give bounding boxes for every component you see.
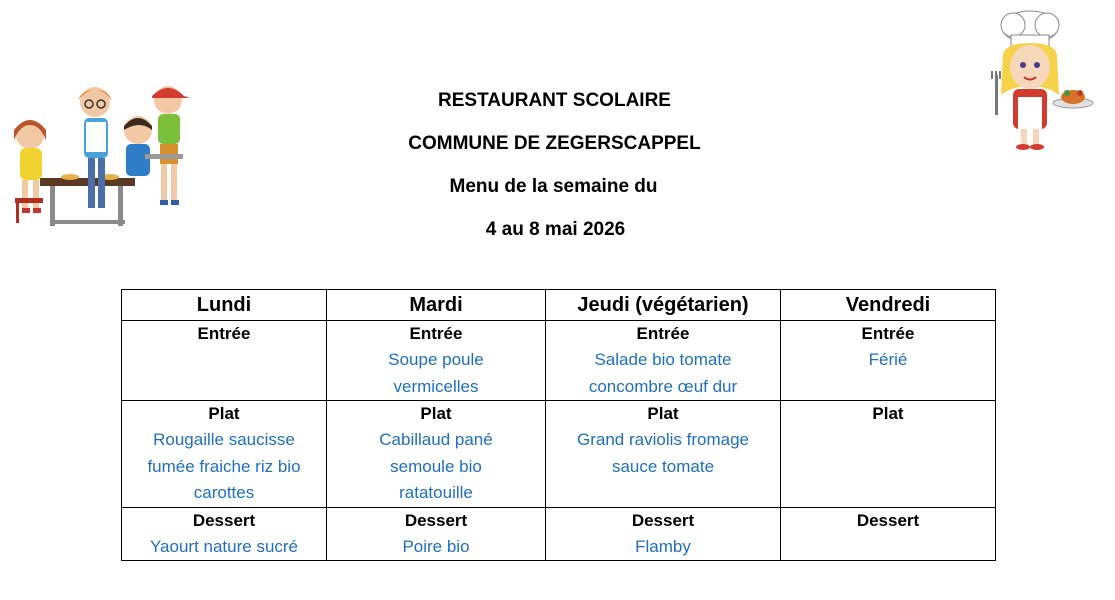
dish-text: fumée fraiche riz bio xyxy=(147,456,301,476)
menu-cell-jeudi xyxy=(546,507,781,561)
menu-cell-mardi xyxy=(327,507,546,561)
menu-cell-lundi xyxy=(122,321,327,401)
dish-text: Soupe poule xyxy=(388,350,484,369)
day-header-jeudi: Jeudi (végétarien) xyxy=(546,290,781,321)
menu-week-label: Menu de la semaine du xyxy=(449,176,658,197)
menu-row xyxy=(122,321,996,401)
menu-cell-vendredi xyxy=(781,321,996,401)
dish-text: semoule bio xyxy=(390,456,482,476)
course-label: Entrée xyxy=(409,324,463,343)
menu-cell-jeudi xyxy=(546,401,781,508)
menu-date-range: 4 au 8 mai 2026 xyxy=(485,219,626,240)
menu-cell-mardi xyxy=(327,321,546,401)
restaurant-title: RESTAURANT SCOLAIRE xyxy=(438,90,671,111)
day-header-vendredi: Vendredi xyxy=(781,290,996,321)
day-header-mardi: Mardi xyxy=(327,290,546,321)
course-label: Plat xyxy=(647,404,679,423)
dish-text: Férié xyxy=(868,350,908,369)
menu-cell-lundi xyxy=(122,401,327,508)
menu-cell-vendredi xyxy=(781,401,996,508)
menu-cell-jeudi xyxy=(546,321,781,401)
course-label: Dessert xyxy=(856,510,920,530)
menu-row xyxy=(122,401,996,508)
course-label: Plat xyxy=(872,404,904,423)
day-header-row xyxy=(122,290,996,321)
dish-text: Yaourt nature sucré xyxy=(149,536,299,556)
menu-row xyxy=(122,507,996,561)
dish-text: Cabillaud pané xyxy=(379,430,493,449)
dish-text: Rougaille saucisse xyxy=(153,430,295,449)
day-header-lundi: Lundi xyxy=(122,290,327,321)
dish-text: sauce tomate xyxy=(611,456,715,476)
dish-text: Poire bio xyxy=(402,536,470,556)
course-label: Plat xyxy=(420,404,452,423)
course-label: Entrée xyxy=(861,324,915,343)
course-label: Dessert xyxy=(404,510,468,530)
weekly-menu-table xyxy=(121,289,996,561)
course-label: Plat xyxy=(208,404,240,423)
dish-text: Grand raviolis fromage xyxy=(577,430,749,449)
dish-text: vermicelles xyxy=(393,376,479,396)
course-label: Entrée xyxy=(197,324,251,343)
course-label: Dessert xyxy=(192,510,256,530)
menu-cell-vendredi xyxy=(781,507,996,561)
dish-text: ratatouille xyxy=(399,483,473,502)
dish-text: carottes xyxy=(193,483,255,502)
dish-text: concombre œuf dur xyxy=(588,376,738,396)
menu-cell-mardi xyxy=(327,401,546,508)
menu-cell-lundi xyxy=(122,507,327,561)
course-label: Dessert xyxy=(631,510,695,530)
dish-text: Flamby xyxy=(635,536,691,556)
course-label: Entrée xyxy=(636,324,690,343)
dish-text: Salade bio tomate xyxy=(594,350,732,369)
commune-name: COMMUNE DE ZEGERSCAPPEL xyxy=(408,133,701,154)
